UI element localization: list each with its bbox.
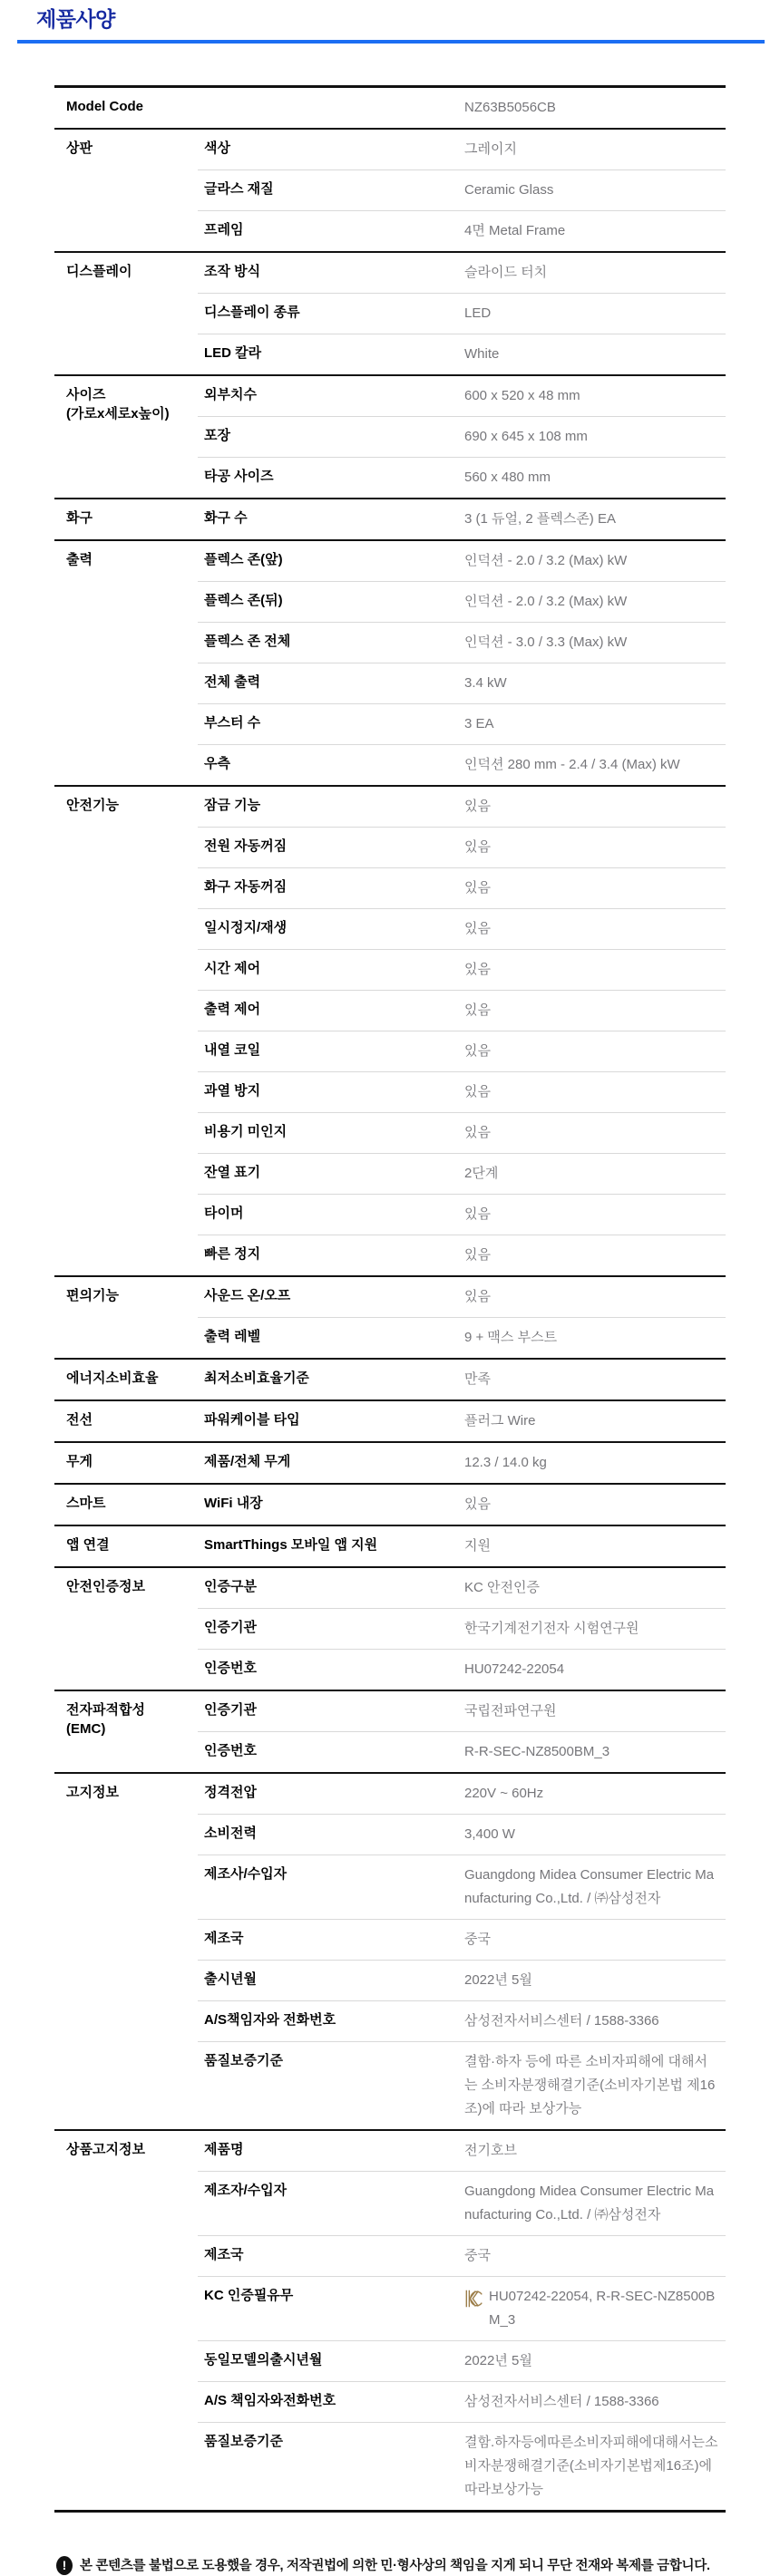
row-label: 디스플레이 종류 [204, 305, 300, 320]
row-value: 결함.하자등에따른소비자피해에대해서는소비자분쟁해결기준(소비자기본법제16조)에따라보상가능 [464, 2435, 718, 2497]
spec-section [54, 88, 726, 128]
group-label: 전자파적합성 (EMC) [66, 1702, 145, 1737]
spec-row [198, 2422, 726, 2510]
spec-row [198, 908, 726, 949]
row-value: NZ63B5056CB [464, 100, 556, 115]
row-label: 동일모델의출시년월 [204, 2352, 323, 2368]
row-value: 2022년 5월 [464, 1972, 532, 1988]
spec-row [198, 1317, 726, 1358]
group-label: 디스플레이 [66, 264, 132, 279]
row-value: 560 x 480 mm [464, 470, 551, 485]
spec-table [54, 85, 726, 2513]
row-label: 제조자/수입자 [204, 2183, 288, 2198]
row-label: 잔열 표기 [204, 1165, 261, 1180]
spec-row [198, 581, 726, 622]
spec-row [198, 1153, 726, 1194]
row-value: 인덕션 - 2.0 / 3.2 (Max) kW [464, 553, 628, 568]
row-value: R-R-SEC-NZ8500BM_3 [464, 1744, 610, 1759]
spec-row [198, 1112, 726, 1153]
row-label: KC 인증필유무 [204, 2288, 294, 2303]
spec-row [198, 867, 726, 908]
row-value: 삼성전자서비스센터 / 1588-3366 [464, 2013, 659, 2029]
row-value: White [464, 346, 500, 362]
row-value: 인덕션 280 mm - 2.4 / 3.4 (Max) kW [464, 757, 680, 772]
row-value: 국립전파연구원 [464, 1703, 557, 1719]
group-label: 앱 연결 [66, 1537, 110, 1553]
spec-section [54, 1690, 726, 1772]
row-label: 출시년월 [204, 1971, 257, 1987]
group-label: 에너지소비효율 [66, 1370, 159, 1386]
row-value: 있음 [464, 1125, 491, 1140]
row-label: 타이머 [204, 1206, 244, 1221]
row-label: LED 칼라 [204, 345, 262, 361]
spec-section [54, 539, 726, 785]
row-value: 있음 [464, 1002, 491, 1018]
row-value: Guangdong Midea Consumer Electric Manufacturing Co.,Ltd. / ㈜삼성전자 [464, 1867, 715, 1906]
row-value: 만족 [464, 1371, 491, 1387]
spec-row [198, 169, 726, 210]
group-label: 전선 [66, 1412, 93, 1428]
row-value: 600 x 520 x 48 mm [464, 388, 580, 403]
row-label: 색상 [204, 140, 230, 156]
row-label: 잠금 기능 [204, 798, 261, 813]
spec-row [198, 1960, 726, 2000]
spec-section [54, 2129, 726, 2510]
spec-row [198, 990, 726, 1031]
row-label: 제조사/수입자 [204, 1866, 288, 1882]
row-label: 출력 레벨 [204, 1329, 261, 1344]
spec-row [198, 2000, 726, 2041]
spec-section [54, 1483, 726, 1525]
spec-row [198, 949, 726, 990]
group-label: 상판 [66, 140, 93, 156]
spec-section [54, 1275, 726, 1358]
spec-row [198, 827, 726, 867]
row-label: 조작 방식 [204, 264, 261, 279]
row-value: 인덕션 - 3.0 / 3.3 (Max) kW [464, 634, 628, 650]
row-value: 그레이지 [464, 141, 517, 157]
spec-row [198, 1919, 726, 1960]
row-label: 시간 제어 [204, 961, 261, 976]
spec-row [198, 1691, 726, 1731]
row-label: 외부치수 [204, 387, 257, 402]
accent-divider-line [17, 40, 765, 44]
row-value: 2022년 5월 [464, 2353, 532, 2368]
spec-section [54, 1358, 726, 1399]
row-value: 한국기계전기전자 시험연구원 [464, 1621, 639, 1636]
spec-row [198, 1401, 726, 1441]
spec-row [198, 1608, 726, 1649]
spec-row [198, 1774, 726, 1814]
spec-row [198, 2381, 726, 2422]
spec-row [198, 1568, 726, 1608]
spec-row [198, 703, 726, 744]
row-label: 인증번호 [204, 1743, 257, 1758]
spec-row [198, 2131, 726, 2171]
row-value: 있음 [464, 962, 491, 977]
row-label: 인증구분 [204, 1579, 257, 1594]
row-value: 2단계 [464, 1166, 499, 1181]
row-label: 제조국 [204, 2247, 244, 2262]
group-label: 화구 [66, 510, 93, 526]
spec-row [198, 1071, 726, 1112]
group-label: 출력 [66, 552, 93, 567]
spec-row [198, 2235, 726, 2276]
copyright-notice [56, 2556, 771, 2576]
spec-section [54, 785, 726, 1275]
spec-row [198, 541, 726, 581]
row-label: 빠른 정지 [204, 1246, 261, 1262]
row-label: 플렉스 존(뒤) [204, 593, 283, 608]
row-value: 9 + 맥스 부스트 [464, 1330, 558, 1345]
row-label: SmartThings 모바일 앱 지원 [204, 1537, 378, 1553]
spec-row [198, 1649, 726, 1690]
kc-certification-icon [464, 2288, 483, 2310]
spec-row [198, 1360, 726, 1399]
spec-row [198, 130, 726, 169]
row-value: 있음 [464, 839, 491, 855]
row-value: 지원 [464, 1538, 491, 1554]
spec-section [54, 1566, 726, 1690]
group-label: 고지정보 [66, 1785, 119, 1800]
spec-row [198, 416, 726, 457]
group-label: 사이즈 (가로x세로x높이) [66, 387, 170, 421]
row-label: 제품/전체 무게 [204, 1454, 291, 1469]
spec-row [464, 88, 726, 128]
spec-row [198, 787, 726, 827]
row-label: 부스터 수 [204, 715, 261, 731]
row-value: 12.3 / 14.0 kg [464, 1455, 547, 1470]
spec-row [198, 210, 726, 251]
row-value: 있음 [464, 1084, 491, 1099]
row-value: 4면 Metal Frame [464, 223, 566, 238]
spec-row [198, 2171, 726, 2235]
row-label: 품질보증기준 [204, 2434, 283, 2449]
group-label: 편의기능 [66, 1288, 119, 1303]
row-value: 있음 [464, 1496, 491, 1512]
spec-row [198, 1485, 726, 1525]
spec-section [54, 1399, 726, 1441]
page-header [0, 0, 780, 44]
spec-section [54, 374, 726, 498]
row-label: 프레임 [204, 222, 244, 237]
exclamation-icon: ! [56, 2556, 73, 2575]
row-value: Guangdong Midea Consumer Electric Manufacturing Co.,Ltd. / ㈜삼성전자 [464, 2184, 715, 2223]
spec-row [198, 334, 726, 374]
spec-row [198, 1235, 726, 1275]
row-value: 있음 [464, 799, 491, 814]
row-label: A/S 책임자와전화번호 [204, 2393, 336, 2408]
row-label: 우측 [204, 756, 230, 771]
row-value: 중국 [464, 2248, 491, 2263]
row-label: 과열 방지 [204, 1083, 261, 1099]
row-value: 중국 [464, 1932, 491, 1947]
spec-row [198, 1277, 726, 1317]
spec-section [54, 251, 726, 374]
spec-row [198, 622, 726, 663]
row-label: 제조국 [204, 1931, 244, 1946]
spec-row [198, 1031, 726, 1071]
row-value: HU07242-22054 [464, 1661, 565, 1677]
group-label: 안전인증정보 [66, 1579, 145, 1594]
row-label: 출력 제어 [204, 1002, 261, 1017]
group-label: 무게 [66, 1454, 93, 1469]
row-value: 있음 [464, 1289, 491, 1304]
spec-section [54, 1772, 726, 2129]
row-label: 최저소비효율기준 [204, 1370, 309, 1386]
row-label: 소비전력 [204, 1825, 257, 1841]
page-title: 제품사양 [36, 7, 115, 31]
row-label: 품질보증기준 [204, 2053, 283, 2068]
row-value: KC 안전인증 [464, 1580, 540, 1595]
spec-row [198, 1194, 726, 1235]
row-value: 220V ~ 60Hz [464, 1786, 544, 1801]
row-label: 인증기관 [204, 1702, 257, 1718]
row-label: 내열 코일 [204, 1042, 261, 1058]
row-label: 플렉스 존(앞) [204, 552, 283, 567]
row-label: 포장 [204, 428, 230, 443]
spec-section [54, 498, 726, 539]
row-value: 있음 [464, 880, 491, 896]
copyright-text: 본 콘텐츠를 불법으로 도용했을 경우, 저작권법에 의한 민·형사상의 책임을 지게 되니 무단 전재와 복제를 금합니다. [80, 2559, 710, 2573]
row-label: 제품명 [204, 2142, 244, 2157]
spec-row [198, 253, 726, 293]
row-value: 슬라이드 터치 [464, 265, 548, 280]
spec-row [198, 663, 726, 703]
row-label: 파워케이블 타입 [204, 1412, 300, 1428]
row-value: 3 (1 듀얼, 2 플렉스존) EA [464, 511, 616, 527]
row-value: 전기호브 [464, 2143, 517, 2158]
spec-row [198, 1731, 726, 1772]
spec-row [198, 1855, 726, 1919]
row-label: 사운드 온/오프 [204, 1288, 291, 1303]
row-value: LED [464, 305, 492, 321]
row-label: 플렉스 존 전체 [204, 634, 291, 649]
spec-row [198, 2340, 726, 2381]
group-label: 스마트 [66, 1496, 106, 1511]
row-label: WiFi 내장 [204, 1496, 263, 1511]
group-label: 상품고지정보 [66, 2142, 145, 2157]
row-value: 3.4 kW [464, 675, 507, 691]
row-label: 화구 수 [204, 510, 248, 526]
row-label: 타공 사이즈 [204, 469, 274, 484]
row-label: 화구 자동꺼짐 [204, 879, 288, 895]
row-label: 전원 자동꺼짐 [204, 838, 288, 854]
spec-row [198, 2041, 726, 2129]
row-label: 인증번호 [204, 1661, 257, 1676]
spec-row [198, 1443, 726, 1483]
spec-row [198, 293, 726, 334]
spec-row [198, 1526, 726, 1566]
row-value: 3,400 W [464, 1826, 515, 1842]
row-label: 정격전압 [204, 1785, 257, 1800]
row-value: Ceramic Glass [464, 182, 554, 198]
row-label: 인증기관 [204, 1620, 257, 1635]
spec-section [54, 1441, 726, 1483]
row-label: 비용기 미인지 [204, 1124, 288, 1139]
spec-row [198, 2276, 726, 2340]
spec-row [198, 744, 726, 785]
row-label: 일시정지/재생 [204, 920, 288, 935]
row-label: A/S책임자와 전화번호 [204, 2012, 336, 2028]
spec-row [198, 1814, 726, 1855]
spec-section [54, 1525, 726, 1566]
row-value: 플러그 Wire [464, 1413, 536, 1428]
row-value: 있음 [464, 1247, 491, 1263]
spec-row [198, 499, 726, 539]
row-value: 있음 [464, 921, 491, 936]
row-value: HU07242-22054, R-R-SEC-NZ8500BM_3 [464, 2277, 726, 2340]
row-label: 글라스 재질 [204, 181, 274, 197]
row-value: 3 EA [464, 716, 494, 731]
row-value: 690 x 645 x 108 mm [464, 429, 588, 444]
group-label: Model Code [66, 99, 143, 114]
row-value: 인덕션 - 2.0 / 3.2 (Max) kW [464, 594, 628, 609]
group-label: 안전기능 [66, 798, 119, 813]
row-value: 삼성전자서비스센터 / 1588-3366 [464, 2394, 659, 2409]
row-value: 있음 [464, 1206, 491, 1222]
spec-row [198, 376, 726, 416]
spec-row [198, 457, 726, 498]
row-value: 결함·하자 등에 따른 소비자피해에 대해서는 소비자분쟁해결기준(소비자기본법 제16조)에 따라 보상가능 [464, 2054, 716, 2116]
spec-section [54, 128, 726, 251]
row-label: 전체 출력 [204, 674, 261, 690]
row-value: 있음 [464, 1043, 491, 1059]
